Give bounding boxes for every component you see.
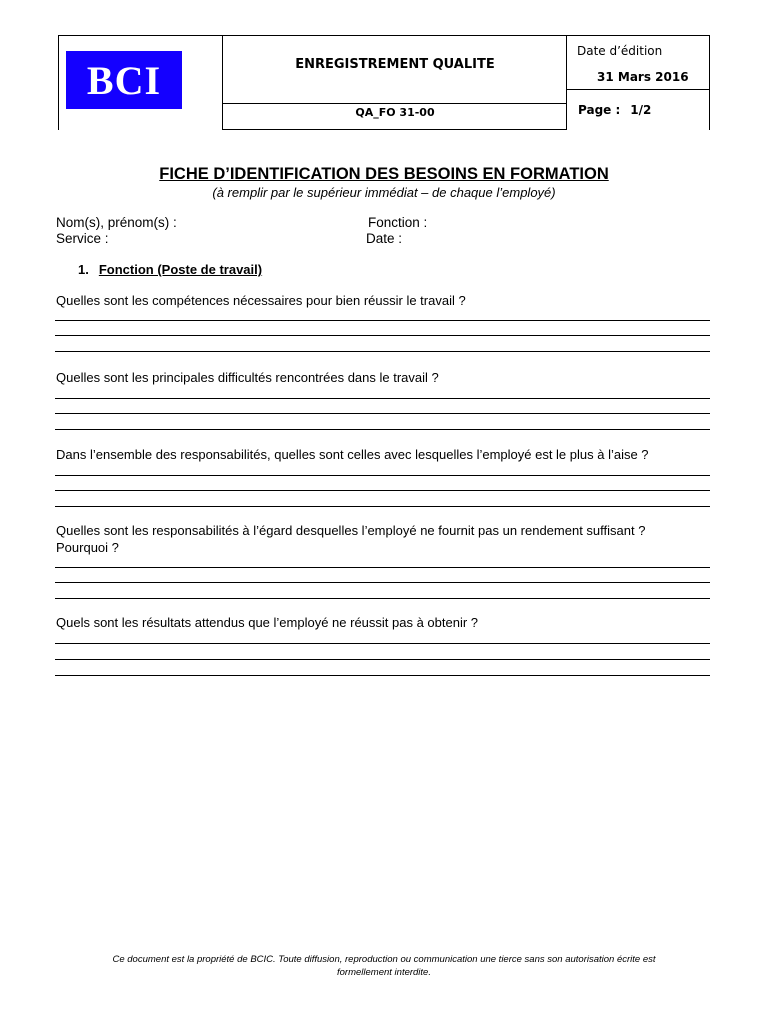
- section-number: 1.: [78, 262, 89, 277]
- answer-line[interactable]: [55, 475, 710, 476]
- name-field-label: Nom(s), prénom(s) :: [56, 215, 177, 230]
- answer-line[interactable]: [55, 320, 710, 321]
- edition-date-label: Date d’édition: [577, 44, 663, 58]
- date-field-label: Date :: [366, 231, 403, 246]
- answer-line[interactable]: [55, 506, 710, 507]
- question-5: Quels sont les résultats attendus que l’employé ne réussit pas à obtenir ?: [56, 615, 479, 630]
- question-2: Quelles sont les principales difficultés rencontrées dans le travail ?: [56, 370, 439, 385]
- edition-date-value: 31 Mars 2016: [597, 70, 689, 84]
- answer-line[interactable]: [55, 490, 710, 491]
- page-value: 1/2: [630, 103, 652, 117]
- answer-line[interactable]: [55, 659, 710, 660]
- header-title: ENREGISTREMENT QUALITE: [295, 57, 495, 72]
- service-field-label: Service :: [56, 231, 109, 246]
- document-code: QA_FO 31-00: [355, 106, 435, 119]
- page-label: Page :: [578, 103, 621, 117]
- answer-line[interactable]: [55, 643, 710, 644]
- question-4: Quelles sont les responsabilités à l’égard desquelles l’employé ne fournit pas un rendement suffisant ?: [56, 523, 646, 538]
- function-field-label: Fonction :: [368, 215, 428, 230]
- footer-line-1: Ce document est la propriété de BCIC. Toute diffusion, reproduction ou communication une tierce sans son autorisation écrite est: [112, 954, 656, 965]
- answer-line[interactable]: [55, 675, 710, 676]
- question-3: Dans l’ensemble des responsabilités, quelles sont celles avec lesquelles l’employé est le plus à l’aise ?: [56, 447, 649, 462]
- page-subtitle: (à remplir par le supérieur immédiat – de chaque l’employé): [212, 185, 556, 200]
- page-indicator: [578, 103, 651, 117]
- answer-line[interactable]: [55, 582, 710, 583]
- section-heading: [78, 262, 262, 277]
- answer-line[interactable]: [55, 429, 710, 430]
- question-4-followup: Pourquoi ?: [56, 540, 119, 555]
- page-title: FICHE D’IDENTIFICATION DES BESOINS EN FORMATION: [159, 165, 609, 183]
- answer-line[interactable]: [55, 598, 710, 599]
- answer-line[interactable]: [55, 413, 710, 414]
- section-title: Fonction (Poste de travail): [98, 262, 263, 277]
- answer-line[interactable]: [55, 567, 710, 568]
- answer-line[interactable]: [55, 351, 710, 352]
- company-logo: BCI: [66, 51, 182, 109]
- confidentiality-footer: [60, 953, 708, 979]
- footer-line-2: formellement interdite.: [337, 967, 431, 978]
- answer-line[interactable]: [55, 398, 710, 399]
- question-1: Quelles sont les compétences nécessaires pour bien réussir le travail ?: [56, 293, 466, 308]
- answer-line[interactable]: [55, 335, 710, 336]
